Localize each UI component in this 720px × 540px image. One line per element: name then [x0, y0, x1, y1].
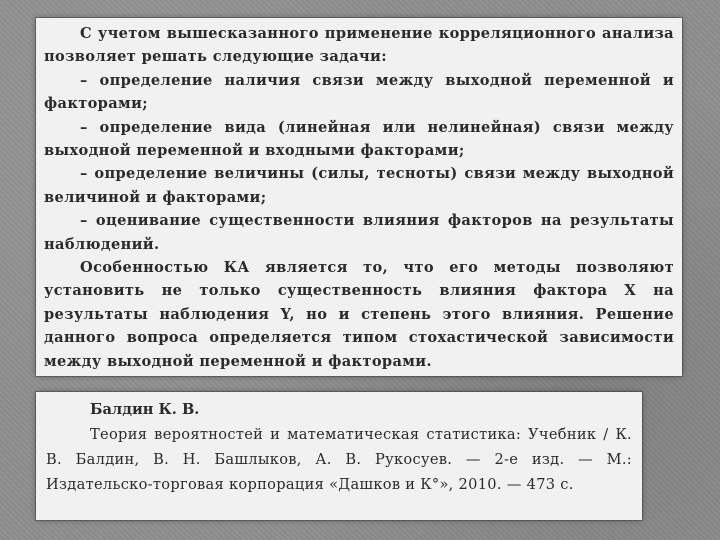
intro-paragraph: С учетом вышесказанного применение корреляционного анализа позволяет решать следующие задачи:: [44, 25, 674, 66]
list-item: – оценивание существенности влияния факторов на результаты наблюдений.: [44, 212, 674, 253]
list-item: – определение наличия связи между выходной переменной и факторами;: [44, 71, 674, 113]
reference-citation: Теория вероятностей и математическая статистика: Учебник / К. В. Балдин, В. Н. Башлыков, А. В. Рукосуев. — 2-е изд. — М.: Издательско-торговая корпорация «Дашков и К°», 2010. — 473 с.: [46, 426, 632, 493]
list-item: – определение вида (линейная или нелинейная) связи между выходной переменной и входными факторами;: [44, 118, 674, 160]
reference-author: Балдин К. В.: [90, 401, 200, 418]
scanned-text-block: [36, 18, 682, 376]
scanned-reference-block: [36, 392, 642, 520]
list-item: – определение величины (силы, тесноты) связи между выходной величиной и факторами;: [44, 165, 674, 206]
conclusion-paragraph: Особенностью КА является то, что его методы позволяют установить не только существенность влияния фактора X на результаты наблюдения Y, но и степень этого влияния. Решение данного вопроса определяется типом стохастической зависимости между выходной переменной и факторами.: [44, 259, 674, 370]
